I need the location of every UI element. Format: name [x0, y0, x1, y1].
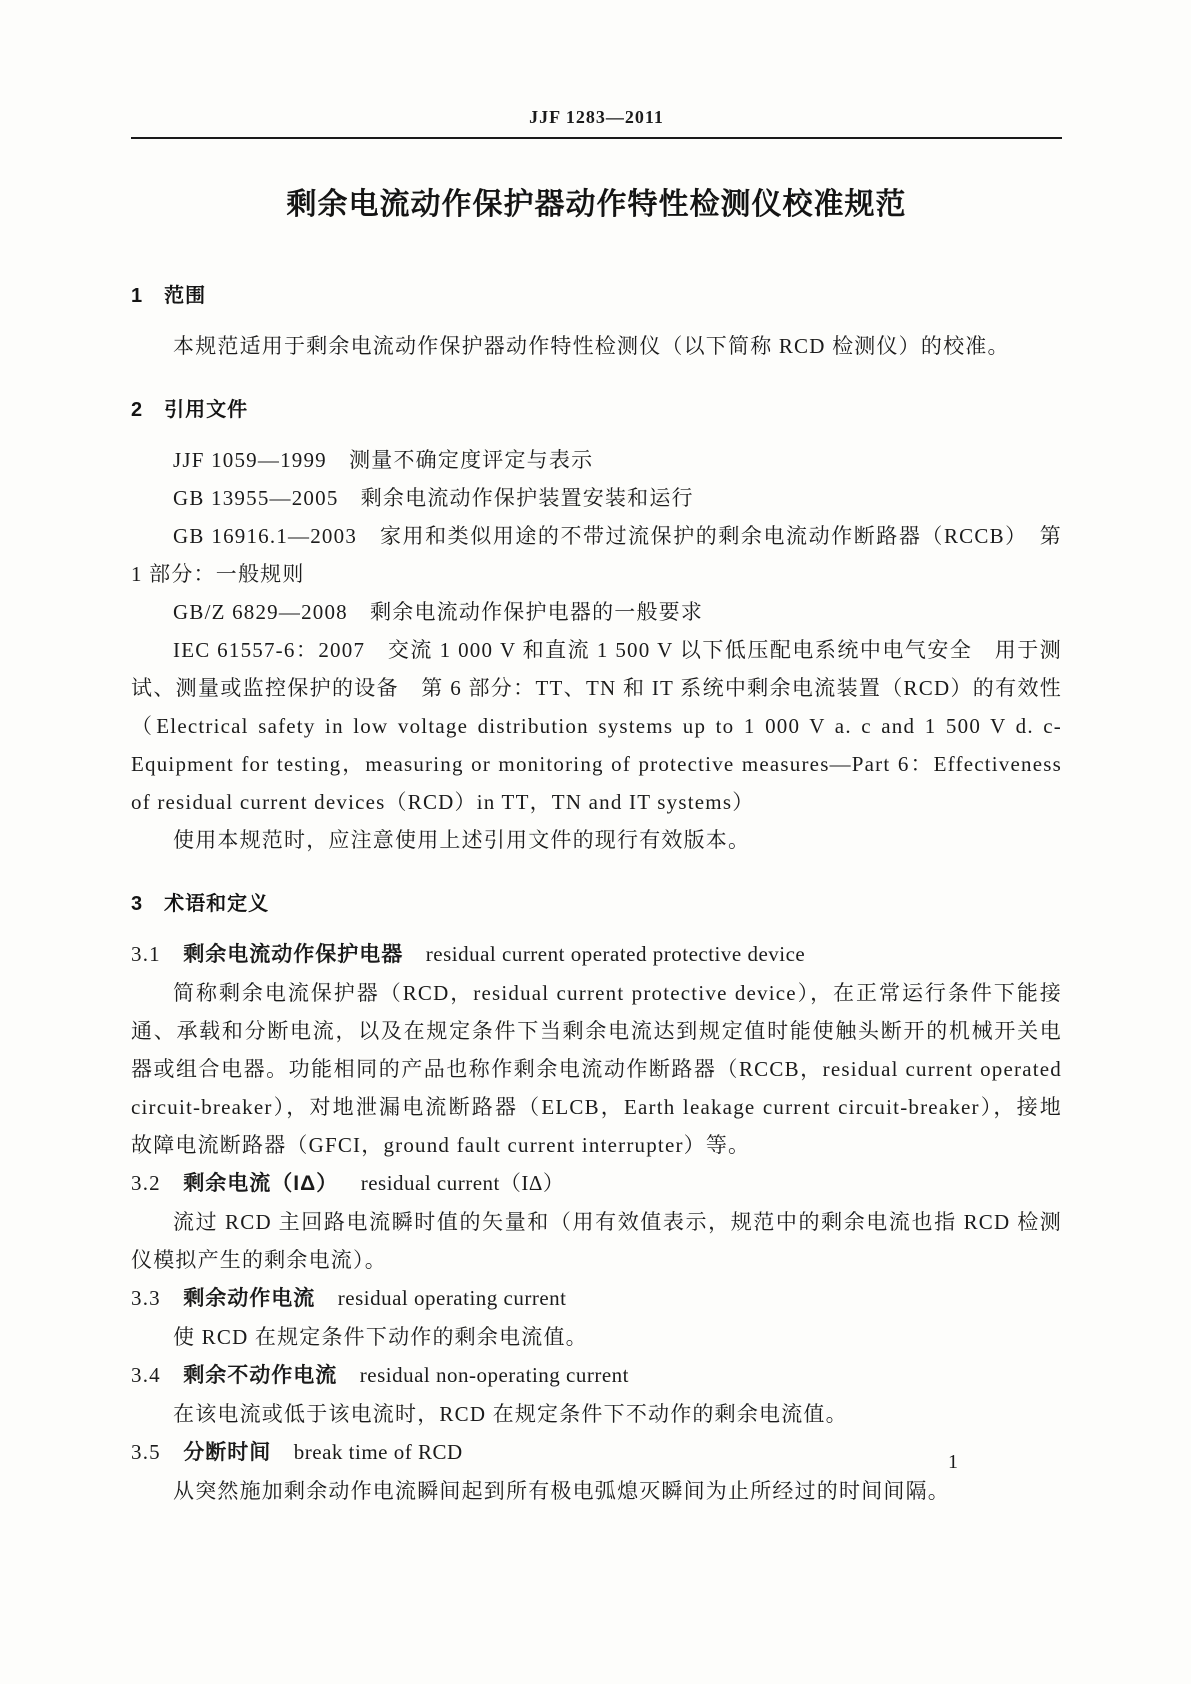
- term-name-zh: 剩余电流动作保护电器: [183, 943, 404, 966]
- page-header: [131, 0, 1062, 139]
- term-definition: 从突然施加剩余动作电流瞬间起到所有极电弧熄灭瞬间为止所经过的时间间隔。: [173, 1479, 950, 1503]
- reference-item: GB/Z 6829—2008 剩余电流动作保护电器的一般要求: [173, 600, 704, 624]
- section-references: [131, 395, 1062, 859]
- doc-title: 剩余电流动作保护器动作特性检测仪校准规范: [286, 188, 907, 221]
- term-number: 3.3: [131, 1286, 161, 1310]
- term-name-en: residual current operated protective device: [425, 942, 806, 966]
- term-name-en: residual current（IΔ）: [360, 1171, 565, 1195]
- term-heading: [131, 1356, 1062, 1395]
- term-number: 3.4: [131, 1363, 161, 1387]
- scope-paragraph: 本规范适用于剩余电流动作保护器动作特性检测仪（以下简称 RCD 检测仪）的校准。: [173, 334, 1010, 358]
- term-number: 3.5: [131, 1440, 161, 1464]
- reference-item: JJF 1059—1999 测量不确定度评定与表示: [173, 448, 594, 472]
- doc-number: JJF 1283—2011: [529, 107, 664, 127]
- term-definition: 简称剩余电流保护器（RCD，residual current protective device），在正常运行条件下能接通、承载和分断电流，以及在规定条件下当剩余电流达到规定值时能使触头断开的机械开关电器或组合电器。功能相同的产品也称作剩余电流动作断路器（RCCB，residual current operated circuit-breaker），对地泄漏电流断路器（ELCB，Earth leakage current circuit-breaker），接地故障电流断路器（GFCI，ground fault current interrupter）等。: [131, 981, 1062, 1157]
- term-name-zh: 分断时间: [183, 1441, 272, 1464]
- term-name-zh: 剩余不动作电流: [183, 1364, 338, 1387]
- term-heading: [131, 935, 1062, 974]
- section-heading-scope: 1 范围: [131, 285, 207, 307]
- term-name-en: residual non-operating current: [359, 1363, 630, 1387]
- header-rule: [131, 137, 1062, 139]
- term-name-en: residual operating current: [337, 1286, 567, 1310]
- references-note: 使用本规范时，应注意使用上述引用文件的现行有效版本。: [173, 828, 751, 852]
- page-number: 1: [948, 1451, 958, 1473]
- term-heading: [131, 1433, 1062, 1472]
- term-number: 3.2: [131, 1171, 161, 1195]
- term-definition: 使 RCD 在规定条件下动作的剩余电流值。: [173, 1325, 588, 1349]
- page-content: [131, 0, 1062, 1510]
- reference-item: IEC 61557-6：2007 交流 1 000 V 和直流 1 500 V 以下低压配电系统中电气安全 用于测试、测量或监控保护的设备 第 6 部分：TT、TN 和 IT 系统中剩余电流装置（RCD）的有效性（Electrical safety in low voltage distribution systems up to 1 000 V a. c and 1 500 V d. c-Equipment for testing，measuring or monitoring of protective measures—Part 6：Effectiveness of residual current devices（RCD）in TT，TN and IT systems）: [131, 638, 1062, 814]
- reference-item: GB 13955—2005 剩余电流动作保护装置安装和运行: [173, 486, 694, 510]
- term-definition: 流过 RCD 主回路电流瞬时值的矢量和（用有效值表示，规范中的剩余电流也指 RCD 检测仪模拟产生的剩余电流）。: [131, 1210, 1062, 1272]
- section-heading-references: 2 引用文件: [131, 399, 249, 421]
- term-name-zh: 剩余电流（IΔ）: [183, 1172, 339, 1195]
- term-number: 3.1: [131, 942, 161, 966]
- section-scope: [131, 281, 1062, 365]
- term-heading: [131, 1164, 1062, 1203]
- term-definition: 在该电流或低于该电流时，RCD 在规定条件下不动作的剩余电流值。: [173, 1402, 848, 1426]
- term-heading: [131, 1279, 1062, 1318]
- section-terms: [131, 889, 1062, 1510]
- section-heading-terms: 3 术语和定义: [131, 893, 270, 915]
- reference-item: GB 16916.1—2003 家用和类似用途的不带过流保护的剩余电流动作断路器（RCCB） 第 1 部分：一般规则: [131, 524, 1062, 586]
- term-name-en: break time of RCD: [293, 1440, 463, 1464]
- term-name-zh: 剩余动作电流: [183, 1287, 316, 1310]
